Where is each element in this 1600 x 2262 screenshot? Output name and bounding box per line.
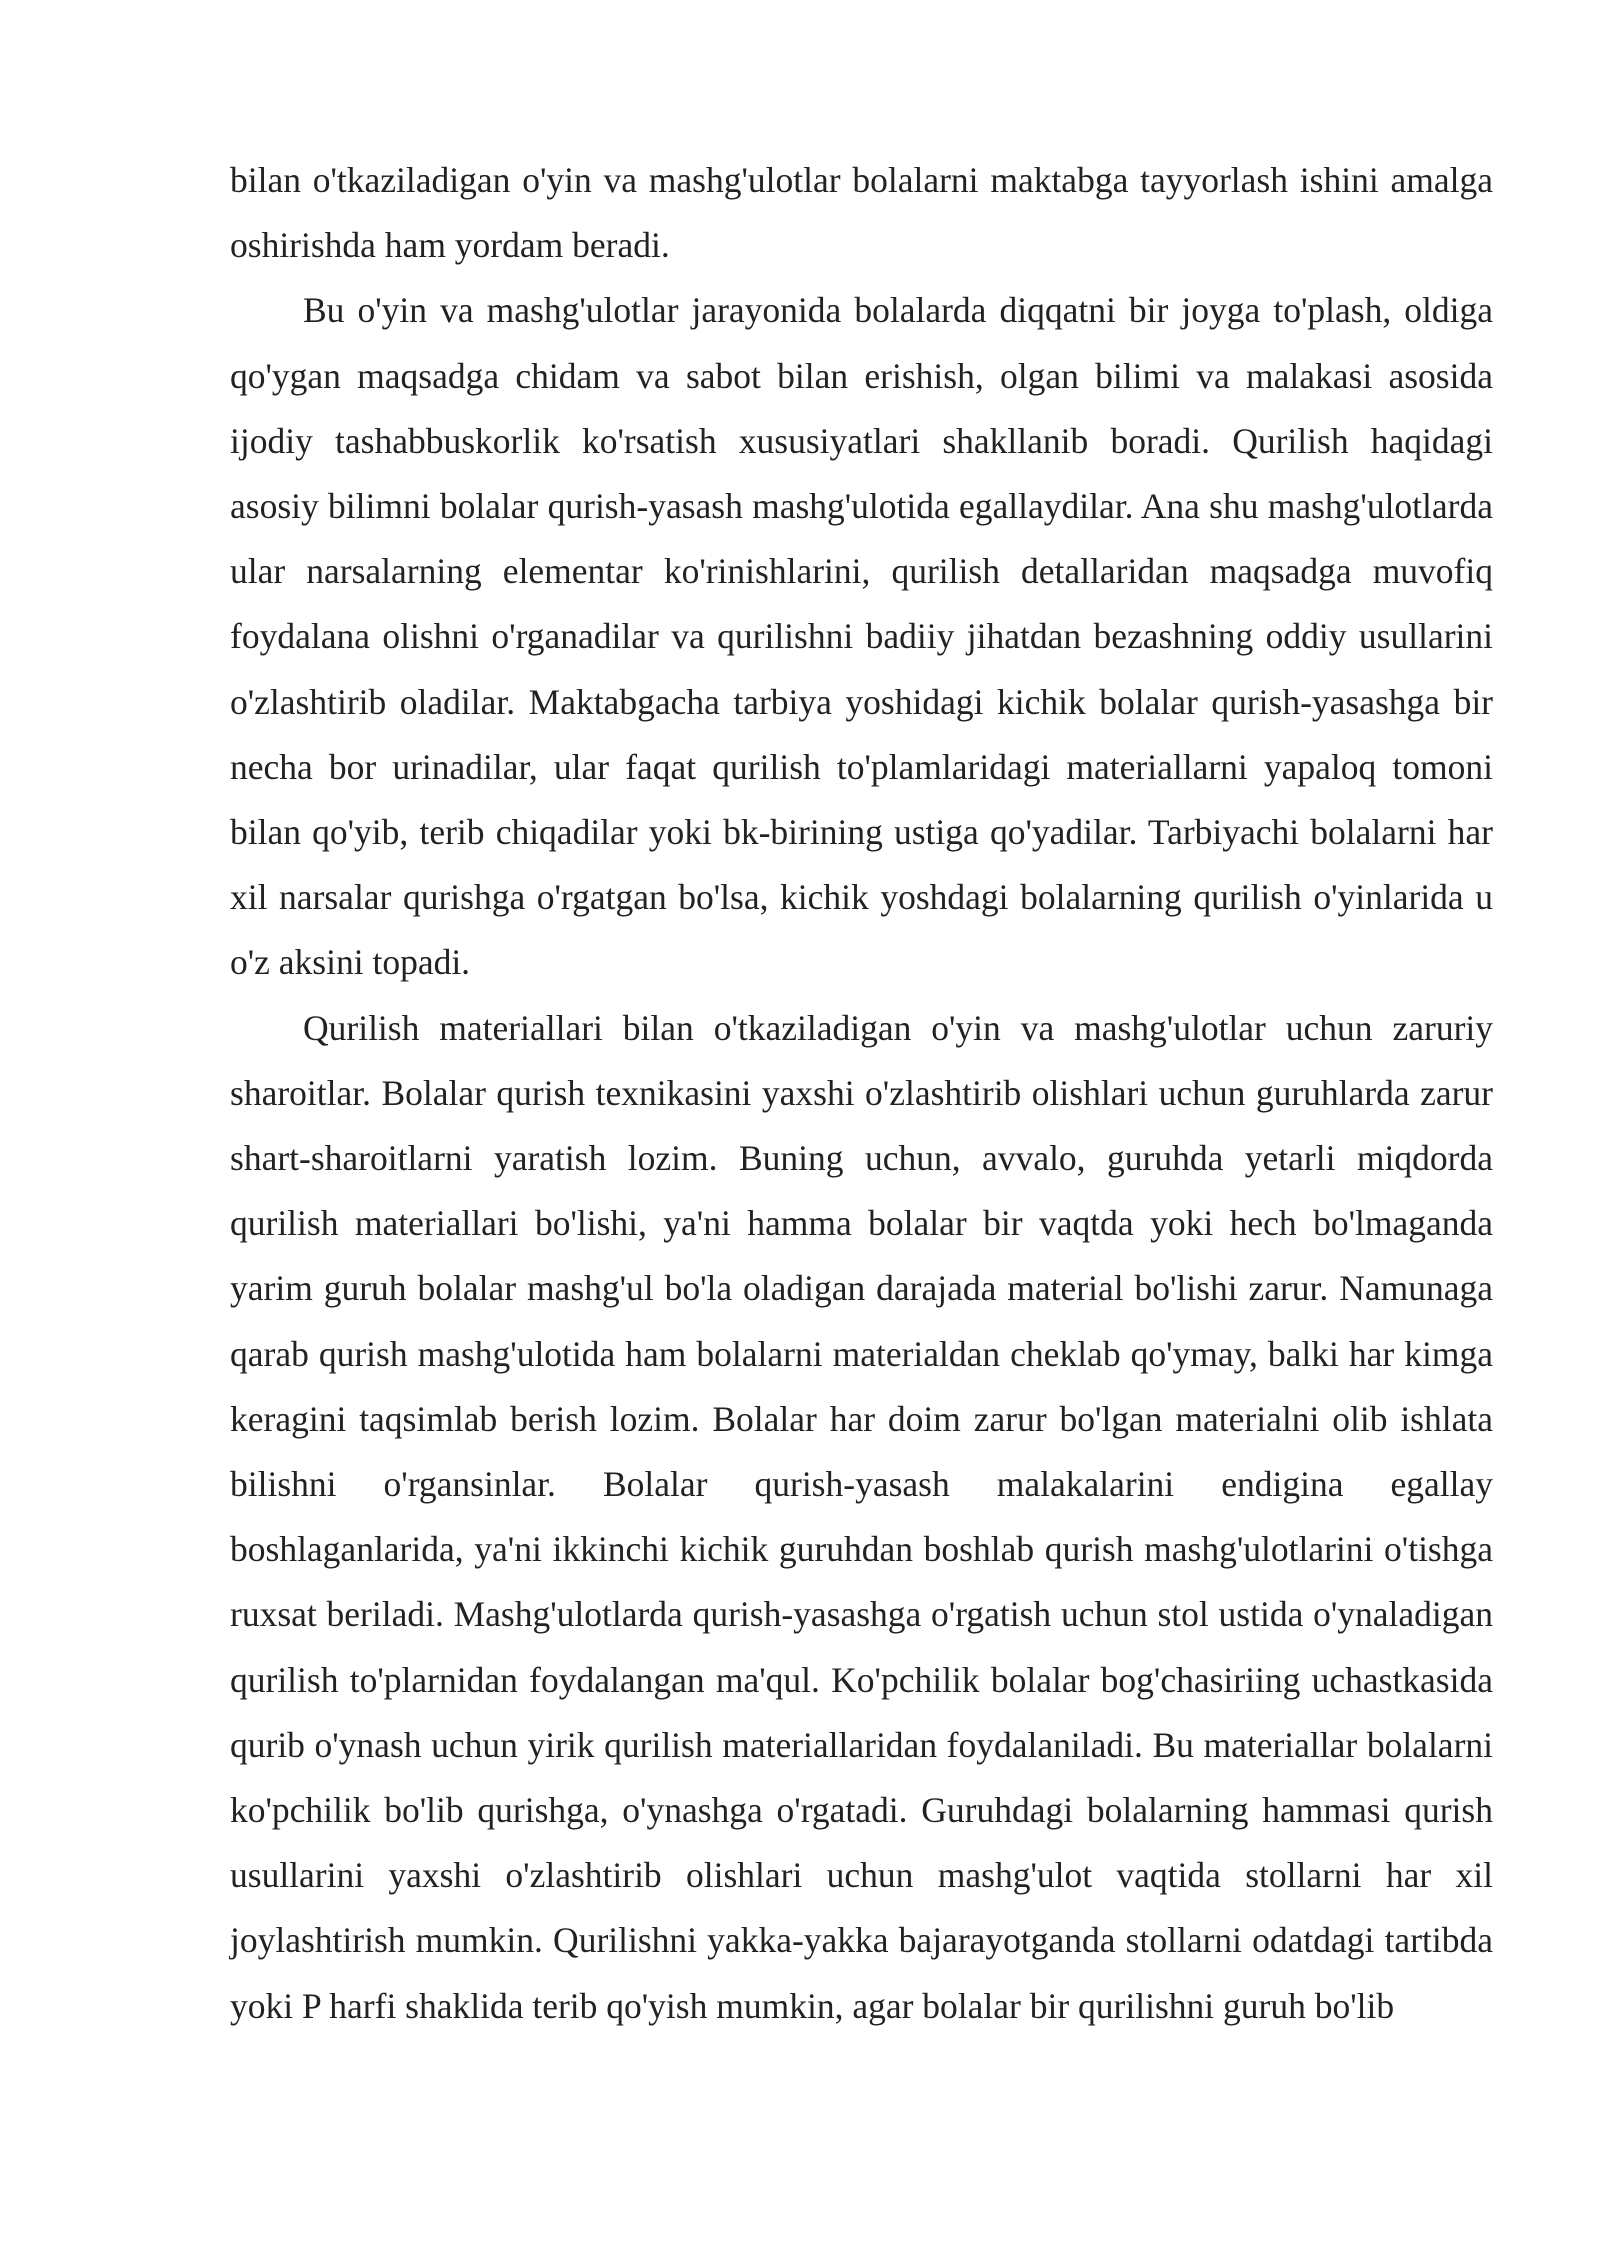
paragraph-1: bilan o'tkaziladigan o'yin va mashg'ulotlar bolalarni maktabga tayyorlash ishini amalga oshirishda ham yordam beradi. (230, 160, 1493, 266)
paragraph-3: Qurilish materiallari bilan o'tkaziladigan o'yin va mashg'ulotlar uchun zaruriy sharoitlar. Bolalar qurish texnikasini yaxshi o'zlashtirib olishlari uchun guruhlarda zarur shart-sharoitlarni yaratish lozim. Buning uchun, avvalo, guruhda yetarli miqdorda qurilish materiallari bo'lishi, ya'ni hamma bolalar bir vaqtda yoki hech bo'lmaganda yarim guruh bolalar mashg'ul bo'la oladigan darajada material bo'lishi zarur. Namunaga qarab qurish mashg'ulotida ham bolalarni materialdan cheklab qo'ymay, balki har kimga keragini taqsimlab berish lozim. Bolalar har doim zarur bo'lgan materialni olib ishlata bilishni o'rgansinlar. Bolalar qurish-yasash malakalarini endigina egallay boshlaganlarida, ya'ni ikkinchi kichik guruhdan boshlab qurish mashg'ulotlarini o'tishga ruxsat beriladi. Mashg'ulotlarda qurish-yasashga o'rgatish uchun stol ustida o'ynaladigan qurilish to'plarnidan foydalangan ma'qul. Ko'pchilik bolalar bog'chasiriing uchastkasida qurib o'ynash uchun yirik qurilish materiallaridan foydalaniladi. Bu materiallar bolalarni ko'pchilik bo'lib qurishga, o'ynashga o'rgatadi. Guruhdagi bolalarning hammasi qurish usullarini yaxshi o'zlashtirib olishlari uchun mashg'ulot vaqtida stollarni har xil joylashtirish mumkin. Qurilishni yakka-yakka bajarayotganda stollarni odatdagi tartibda yoki P harfi shaklida terib qo'yish mumkin, agar bolalar bir qurilishni guruh bo'lib (230, 1007, 1493, 2026)
document-body (230, 148, 1493, 2039)
paragraph-2: Bu o'yin va mashg'ulotlar jarayonida bolalarda diqqatni bir joyga to'plash, oldiga qo'ygan maqsadga chidam va sabot bilan erishish, olgan bilimi va malakasi asosida ijodiy tashabbuskorlik ko'rsatish xususiyatlari shakllanib boradi. Qurilish haqidagi asosiy bilimni bolalar qurish-yasash mashg'ulotida egallaydilar. Ana shu mashg'ulotlarda ular narsalarning elementar ko'rinishlarini, qurilish detallaridan maqsadga muvofiq foydalana olishni o'rganadilar va qurilishni badiiy jihatdan bezashning oddiy usullarini o'zlashtirib oladilar. Maktabgacha tarbiya yoshidagi kichik bolalar qurish-yasashga bir necha bor urinadilar, ular faqat qurilish to'plamlaridagi materiallarni yapaloq tomoni bilan qo'yib, terib chiqadilar yoki bk-birining ustiga qo'yadilar. Tarbiyachi bolalarni har xil narsalar qurishga o'rgatgan bo'lsa, kichik yoshdagi bolalarning qurilish o'yinlarida u o'z aksini topadi. (230, 290, 1493, 983)
